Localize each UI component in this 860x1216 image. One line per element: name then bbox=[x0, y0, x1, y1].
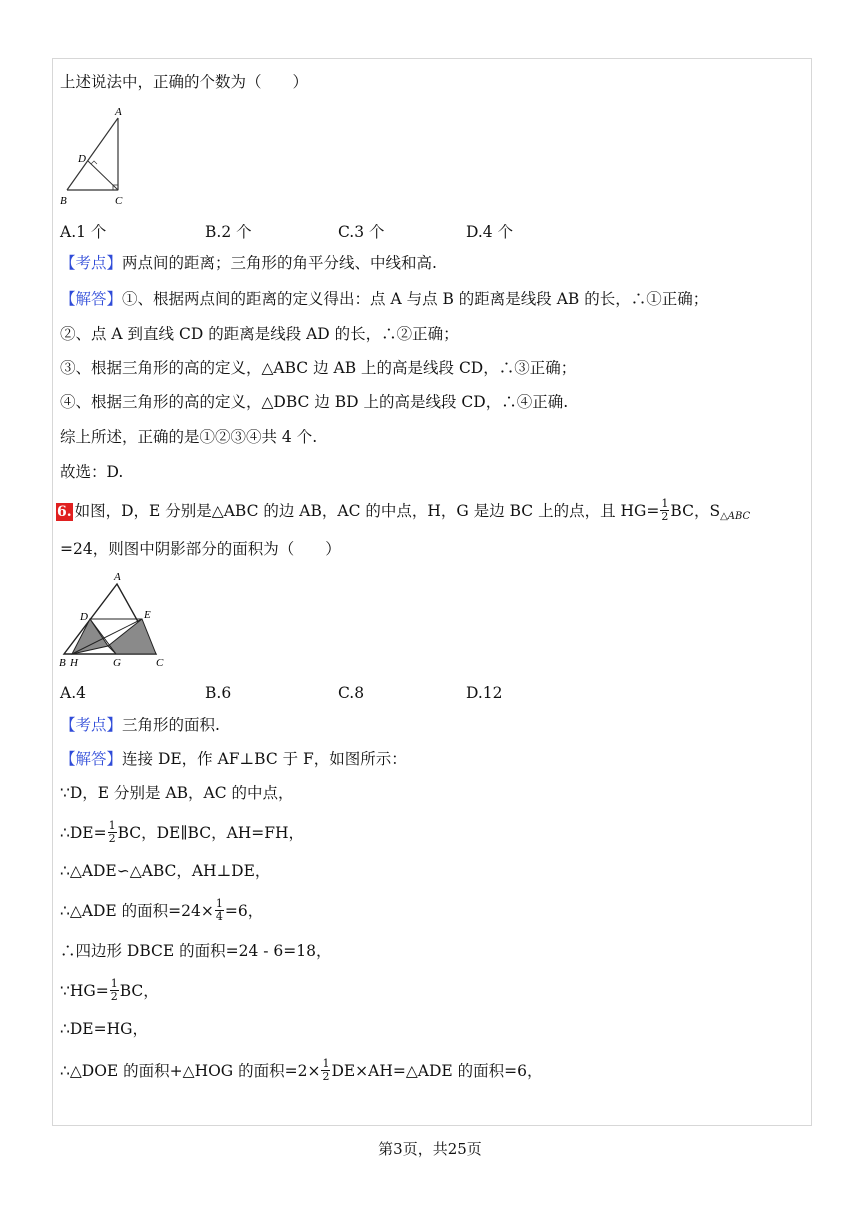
fraction-half: $\frac{1}{2}$ bbox=[108, 819, 116, 845]
q6-step-4: ∴△ADE 的面积=24× $\frac{1}{4}$ =6， bbox=[60, 897, 264, 923]
q6-option-a: A.4 bbox=[60, 684, 86, 702]
fig1-label-c: C bbox=[115, 195, 123, 207]
fraction-half: $\frac{1}{2}$ bbox=[110, 977, 118, 1003]
q6-option-b: B.6 bbox=[205, 684, 232, 702]
jieda-tag: 【解答】 bbox=[60, 290, 123, 308]
q6-option-c: C.8 bbox=[338, 684, 365, 702]
kaodian-tag: 【考点】 bbox=[60, 254, 123, 272]
question-number-badge: 6. bbox=[57, 504, 72, 521]
q5-choice: 故选：D. bbox=[60, 463, 124, 481]
q5-answer-4: ④、根据三角形的高的定义，△DBC 边 BD 上的高是线段 CD，∴④正确. bbox=[60, 393, 569, 411]
q6-step-5: ∴四边形 DBCE 的面积=24 - 6=18， bbox=[60, 942, 332, 960]
q6-step-7: ∴DE=HG， bbox=[60, 1020, 148, 1038]
fraction-half: $\frac{1}{2}$ bbox=[322, 1057, 330, 1083]
q5-answer-2: ②、点 A 到直线 CD 的距离是线段 AD 的长，∴②正确； bbox=[60, 325, 459, 343]
fig2-label-e: E bbox=[144, 609, 151, 621]
q5-option-c: C.3 个 bbox=[338, 223, 385, 241]
q5-answer-1: 【解答】①、根据两点间的距离的定义得出：点 A 与点 B 的距离是线段 AB 的长，∴①正确； bbox=[60, 290, 709, 308]
q6-step-2: ∴DE= $\frac{1}{2}$ BC，DE∥BC，AH=FH， bbox=[60, 819, 305, 845]
fig2-label-h: H bbox=[70, 657, 78, 669]
fig2-label-b: B bbox=[59, 657, 66, 669]
jieda-tag: 【解答】 bbox=[60, 750, 123, 768]
q5-answer-3: ③、根据三角形的高的定义，△ABC 边 AB 上的高是线段 CD，∴③正确； bbox=[60, 359, 577, 377]
q6-answer-intro: 【解答】连接 DE，作 AF⊥BC 于 F，如图所示： bbox=[60, 750, 407, 768]
fig1-label-d: D bbox=[78, 153, 86, 165]
fraction-half: $\frac{1}{2}$ bbox=[661, 497, 669, 523]
figure-q6-triangle bbox=[56, 570, 172, 670]
q5-option-d: D.4 个 bbox=[466, 223, 514, 241]
fig2-label-c: C bbox=[156, 657, 164, 669]
fig1-label-b: B bbox=[60, 195, 67, 207]
q5-option-b: B.2 个 bbox=[205, 223, 252, 241]
q6-kaodian: 【考点】三角形的面积. bbox=[60, 716, 220, 734]
q6-stem-line1: 6. 如图，D，E 分别是△ABC 的边 AB，AC 的中点，H，G 是边 BC 上的点，且 HG= $\frac{1}{2}$ BC，$S_{\triangle ABC}$ bbox=[57, 497, 751, 523]
q6-step-3: ∴△ADE∽△ABC，AH⊥DE， bbox=[60, 862, 271, 880]
fig2-label-g: G bbox=[113, 657, 121, 669]
q6-step-8: ∴△DOE 的面积+△HOG 的面积=2× $\frac{1}{2}$ DE×AH=△ADE 的面积=6， bbox=[60, 1057, 543, 1083]
q5-stem-tail: 上述说法中，正确的个数为（ ） bbox=[60, 73, 309, 91]
q5-option-a: A.1 个 bbox=[60, 223, 107, 241]
page-number-footer: 第3页，共25页 bbox=[378, 1140, 482, 1158]
kaodian-tag: 【考点】 bbox=[60, 716, 123, 734]
fig2-label-a: A bbox=[114, 571, 121, 583]
q5-summary: 综上所述，正确的是①②③④共 4 个. bbox=[60, 428, 318, 446]
q6-step-6: ∵HG= $\frac{1}{2}$ BC， bbox=[60, 977, 159, 1003]
fig2-label-d: D bbox=[80, 611, 88, 623]
q5-kaodian: 【考点】两点间的距离；三角形的角平分线、中线和高. bbox=[60, 254, 437, 272]
q6-option-d: D.12 bbox=[466, 684, 503, 702]
figure-q5-triangle bbox=[58, 104, 138, 208]
fraction-quarter: $\frac{1}{4}$ bbox=[215, 897, 223, 923]
q6-step-1: ∵D，E 分别是 AB，AC 的中点， bbox=[60, 784, 294, 802]
fig1-label-a: A bbox=[115, 106, 122, 118]
q6-stem-line2: =24，则图中阴影部分的面积为（ ） bbox=[60, 540, 341, 558]
